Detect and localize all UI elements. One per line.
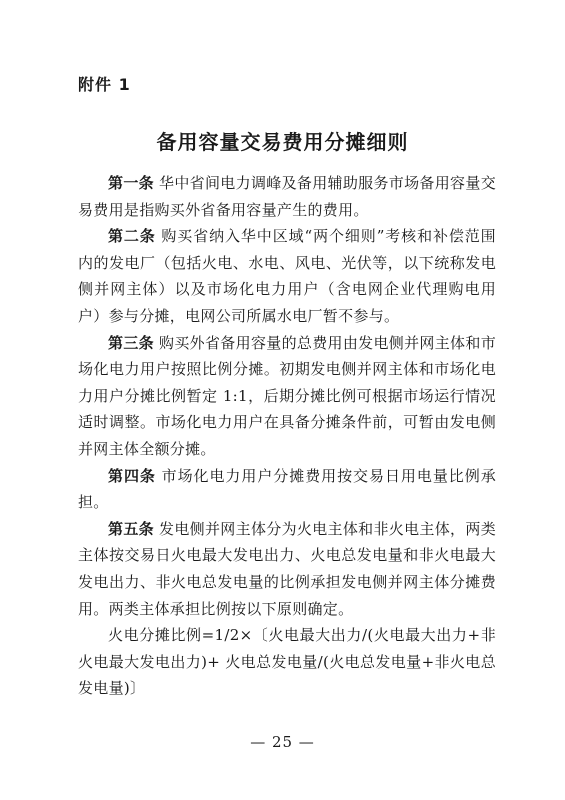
article-number: 第二条 — [108, 227, 156, 246]
article-text: 购买省纳入华中区域“两个细则”考核和补偿范围内的发电厂（包括火电、水电、风电、光伏等，以下统称发电侧并网主体）以及市场化电力用户（含电网企业代理购电用户）参与分摊，电网公司所属水电厂暂不参与。 — [78, 227, 496, 325]
article-1 — [78, 170, 496, 223]
article-3 — [78, 330, 496, 463]
article-number: 第五条 — [108, 519, 154, 538]
formula-paragraph: 火电分摊比例=1/2×〔火电最大出力/(火电最大出力+非火电最大发电出力)+ 火电总发电量/(火电总发电量+非火电总发电量)〕 — [78, 626, 496, 698]
document-title: 备用容量交易费用分摊细则 — [156, 130, 409, 154]
article-number: 第一条 — [108, 174, 154, 192]
article-4 — [78, 463, 496, 516]
article-5 — [78, 516, 496, 622]
page-number: — 25 — — [250, 733, 315, 751]
article-text: 购买外省备用容量的总费用由发电侧并网主体和市场化电力用户按照比例分摊。初期发电侧并网主体和市场化电力用户分摊比例暂定 1:1，后期分摊比例可根据市场运行情况适时调整。市场化电力用户在具备分摊条件前，可暂由发电侧并网主体全额分摊。 — [78, 333, 496, 458]
article-2 — [78, 223, 496, 329]
article-number: 第四条 — [108, 466, 156, 485]
document-body — [78, 170, 496, 702]
article-text: 市场化电力用户分摊费用按交易日用电量比例承担。 — [78, 466, 496, 512]
article-text: 发电侧并网主体分为火电主体和非火电主体，两类主体按交易日火电最大发电出力、火电总发电量和非火电最大发电出力、非火电总发电量的比例承担发电侧并网主体分摊费用。两类主体承担比例按以下原则确定。 — [78, 519, 496, 618]
article-number: 第三条 — [108, 333, 154, 352]
article-text: 华中省间电力调峰及备用辅助服务市场备用容量交易费用是指购买外省备用容量产生的费用。 — [78, 174, 496, 219]
attachment-label: 附件 1 — [78, 75, 131, 94]
